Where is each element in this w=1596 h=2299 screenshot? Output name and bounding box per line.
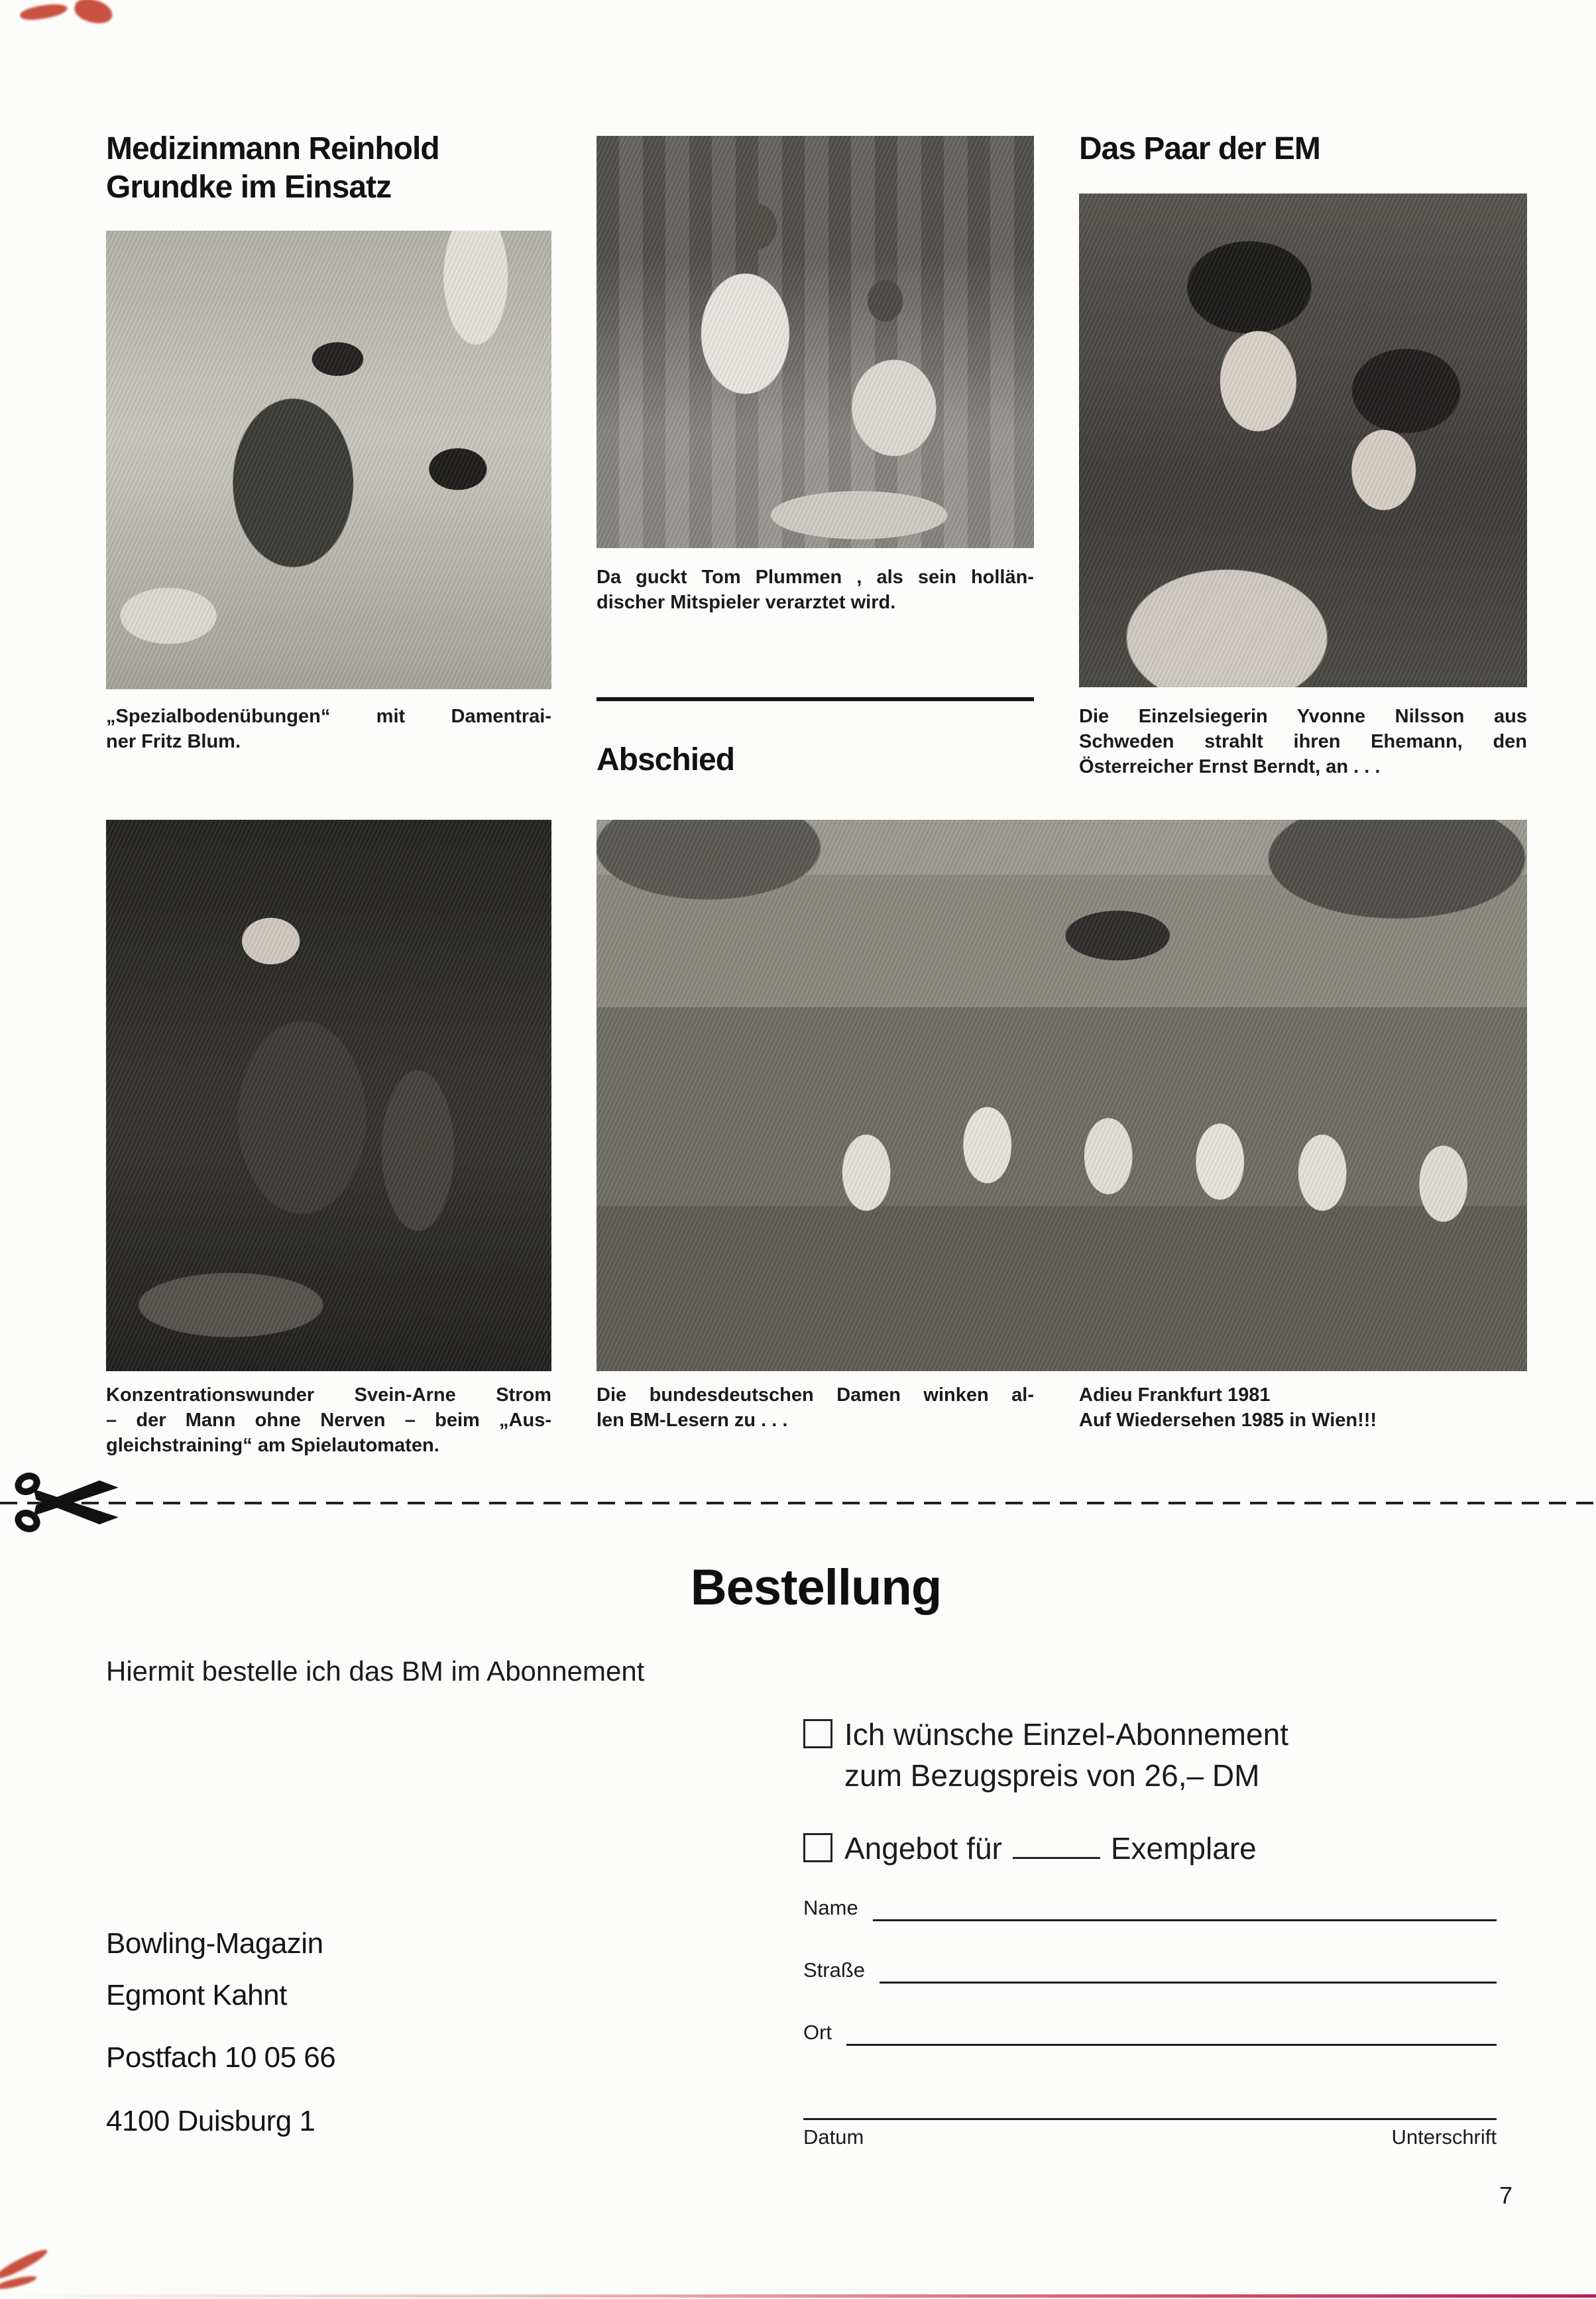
order-form-title: Bestellung xyxy=(690,1559,942,1616)
photo-em-couple xyxy=(1079,194,1527,687)
strasse-field-row xyxy=(803,1955,1497,1984)
option-einzel-text xyxy=(844,1714,1288,1796)
cut-dashed-line xyxy=(0,1502,1596,1504)
red-print-mark xyxy=(72,0,115,27)
ort-input-line[interactable] xyxy=(846,2017,1497,2046)
photo-damen-waving xyxy=(597,820,1527,1371)
option-line: Ich wünsche Einzel-Abonnement xyxy=(844,1717,1288,1752)
article-title-medizinmann xyxy=(106,130,583,207)
section-divider xyxy=(597,697,1034,701)
checkbox-einzel-abonnement[interactable] xyxy=(803,1719,832,1748)
caption-line: Adieu Frankfurt 1981 xyxy=(1079,1384,1271,1406)
caption-strom xyxy=(106,1382,551,1458)
ort-field-label: Ort xyxy=(803,2021,832,2044)
photo-strom-slot-machine xyxy=(106,820,551,1371)
caption-em-couple xyxy=(1079,704,1527,779)
option-angebot-prefix: Angebot für xyxy=(844,1831,1002,1866)
caption-line: ner Fritz Blum. xyxy=(106,731,241,752)
scissors-icon xyxy=(12,1463,123,1542)
name-field-label: Name xyxy=(803,1896,858,1919)
caption-line: Da guckt Tom Plummen , als sein hollän- xyxy=(597,567,1034,588)
page-number: 7 xyxy=(1499,2182,1513,2209)
caption-grundke xyxy=(106,704,551,754)
publisher-address-line: Egmont Kahnt xyxy=(106,1979,287,2011)
strasse-field-label: Straße xyxy=(803,1958,866,1982)
caption-line: Konzentrationswunder Svein-Arne Strom xyxy=(106,1384,551,1406)
caption-damen xyxy=(597,1382,1034,1433)
caption-line: Schweden strahlt ihren Ehemann, den xyxy=(1079,731,1527,752)
title-line: Medizinmann Reinhold xyxy=(106,131,439,166)
strasse-input-line[interactable] xyxy=(880,1955,1497,1984)
name-input-line[interactable] xyxy=(873,1893,1497,1921)
caption-adieu xyxy=(1079,1382,1527,1433)
caption-line: Die bundesdeutschen Damen winken al- xyxy=(597,1384,1034,1406)
publisher-address-line: Postfach 10 05 66 xyxy=(106,2041,336,2074)
caption-line: Die Einzelsiegerin Yvonne Nilsson aus xyxy=(1079,706,1527,727)
caption-line: – der Mann ohne Nerven – beim „Aus- xyxy=(106,1410,551,1431)
publisher-address-line: 4100 Duisburg 1 xyxy=(106,2105,315,2137)
option-einzel-abonnement xyxy=(803,1714,1288,1796)
caption-line: „Spezialbodenübungen“ mit Damentrai- xyxy=(106,706,551,727)
caption-line: len BM-Lesern zu . . . xyxy=(597,1410,788,1431)
signature-line[interactable] xyxy=(803,2118,1497,2149)
caption-line: Österreicher Ernst Berndt, an . . . xyxy=(1079,756,1381,777)
bottom-edge-print-line xyxy=(0,2294,1596,2298)
caption-line: Auf Wiedersehen 1985 in Wien!!! xyxy=(1079,1410,1377,1431)
order-form-intro: Hiermit bestelle ich das BM im Abonnement xyxy=(106,1655,645,1687)
signature-labels xyxy=(803,2120,1497,2149)
article-title-das-paar: Das Paar der EM xyxy=(1079,131,1320,166)
checkbox-angebot[interactable] xyxy=(803,1833,832,1862)
option-angebot xyxy=(803,1828,1257,1869)
option-angebot-text xyxy=(844,1828,1257,1869)
caption-line: gleichstraining“ am Spielautomaten. xyxy=(106,1435,439,1456)
red-print-mark xyxy=(19,1,68,23)
option-line: zum Bezugspreis von 26,– DM xyxy=(844,1758,1260,1793)
name-field-row xyxy=(803,1893,1497,1921)
caption-line: discher Mitspieler verarztet wird. xyxy=(597,592,896,613)
caption-plummen xyxy=(597,565,1034,615)
datum-label: Datum xyxy=(803,2125,864,2149)
title-line: Grundke im Einsatz xyxy=(106,170,392,205)
ort-field-row xyxy=(803,2017,1497,2046)
photo-plummen-treatment xyxy=(597,136,1034,548)
option-angebot-suffix: Exemplare xyxy=(1110,1831,1257,1866)
article-title-abschied: Abschied xyxy=(597,742,735,777)
unterschrift-label: Unterschrift xyxy=(1391,2125,1497,2149)
photo-grundke-einsatz xyxy=(106,231,551,689)
exemplare-blank-field[interactable] xyxy=(1013,1829,1100,1859)
publisher-address-line: Bowling-Magazin xyxy=(106,1927,323,1960)
